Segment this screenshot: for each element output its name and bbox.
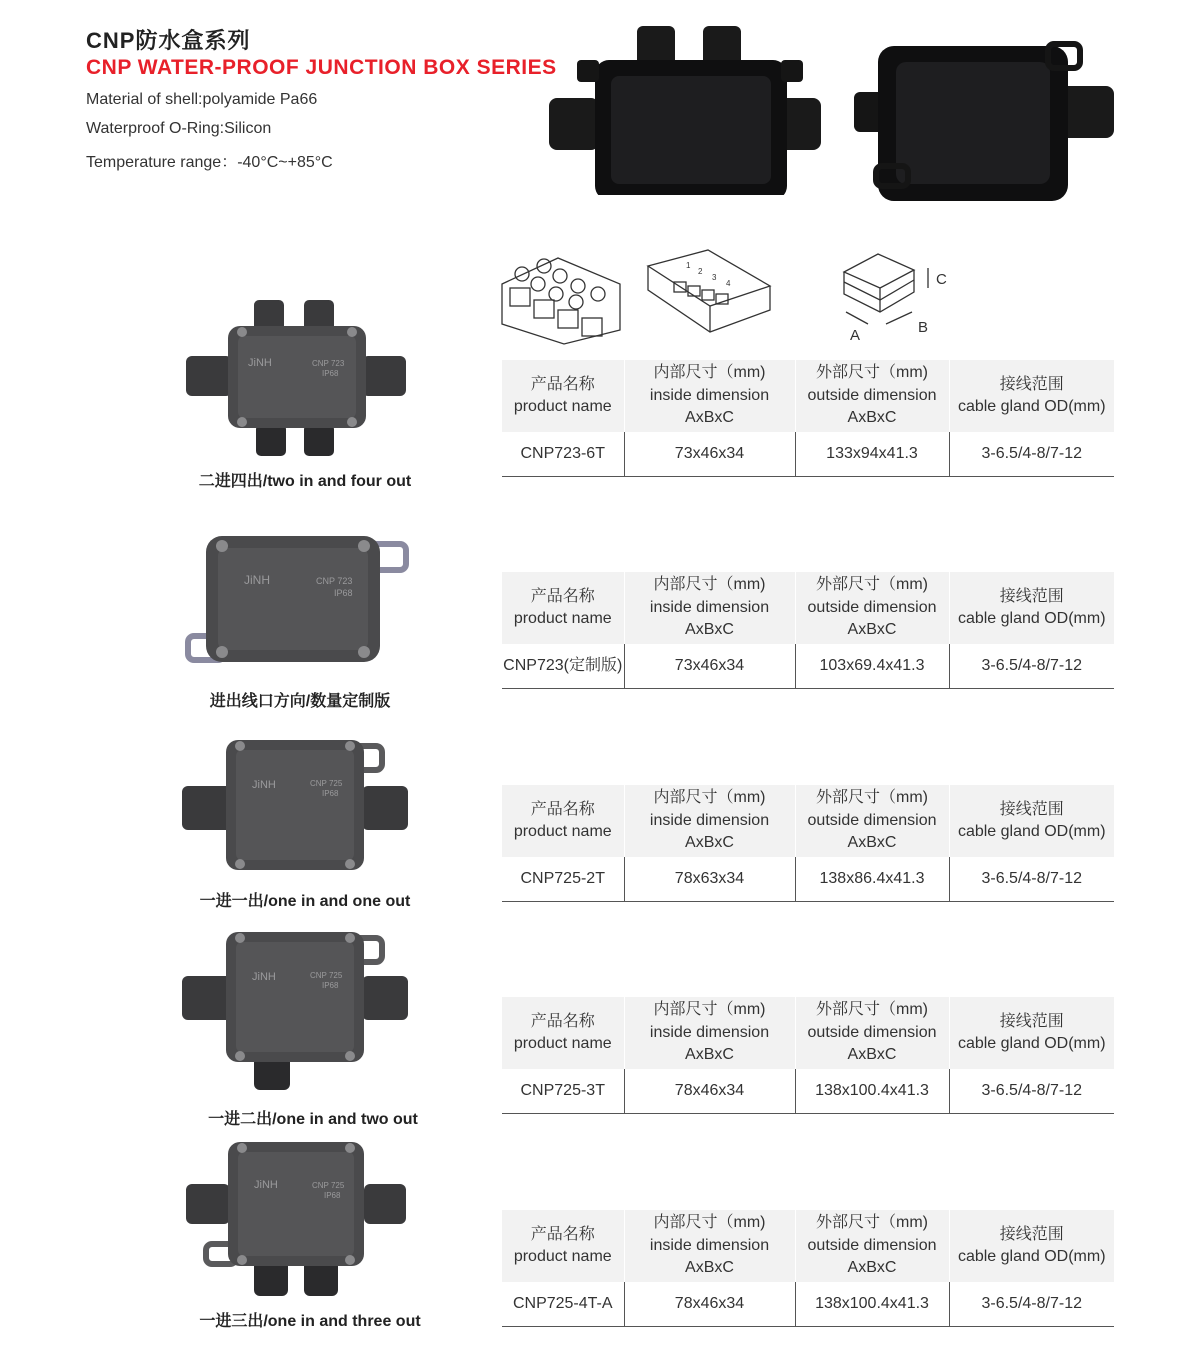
box-model-label: CNP 725 <box>312 1181 345 1190</box>
header-inside-dimension: 内部尺寸（mm) inside dimension AxBxC <box>624 997 795 1069</box>
spec-table-cnp723-6t <box>502 360 1114 477</box>
cell-outside-dimension: 138x86.4x41.3 <box>795 857 949 902</box>
terminal-label-3: 3 <box>712 273 717 282</box>
cell-product-name: CNP725-2T <box>502 857 624 902</box>
dim-b-label: B <box>918 319 929 336</box>
header-cable-gland: 接线范围 cable gland OD(mm) <box>949 785 1114 857</box>
box-model-label: CNP 723 <box>312 359 345 368</box>
cell-product-name: CNP725-3T <box>502 1069 624 1114</box>
table-row <box>502 644 1114 689</box>
cell-inside-dimension: 73x46x34 <box>624 432 795 477</box>
dimension-box-diagram <box>838 248 958 346</box>
page-title-en: CNP WATER-PROOF JUNCTION BOX SERIES <box>86 56 557 79</box>
spec-material: Material of shell:polyamide Pa66 <box>86 91 318 108</box>
table-header-row <box>502 572 1114 644</box>
terminal-label-1: 1 <box>686 261 691 270</box>
box-brand-label: JiNH <box>254 1179 278 1191</box>
box-ip-label: IP68 <box>334 588 353 598</box>
product-caption: 进出线口方向/数量定制版 <box>209 693 391 710</box>
header-outside-dimension: 外部尺寸（mm) outside dimension AxBxC <box>795 572 949 644</box>
cell-cable-gland: 3-6.5/4-8/7-12 <box>949 1282 1114 1327</box>
box-model-label: CNP 725 <box>310 779 343 788</box>
cell-inside-dimension: 78x46x34 <box>624 1069 795 1114</box>
header-inside-dimension: 内部尺寸（mm) inside dimension AxBxC <box>624 572 795 644</box>
product-image-cnp725-3t <box>180 928 410 1094</box>
table-header-row <box>502 360 1114 432</box>
cell-inside-dimension: 73x46x34 <box>624 644 795 689</box>
box-ip-label: IP68 <box>324 1191 341 1200</box>
cell-cable-gland: 3-6.5/4-8/7-12 <box>949 644 1114 689</box>
spec-table-cnp723-custom <box>502 572 1114 689</box>
box-brand-label: JiNH <box>248 357 272 369</box>
header-cable-gland: 接线范围 cable gland OD(mm) <box>949 360 1114 432</box>
header-inside-dimension: 内部尺寸（mm) inside dimension AxBxC <box>624 785 795 857</box>
header-outside-dimension: 外部尺寸（mm) outside dimension AxBxC <box>795 360 949 432</box>
dim-a-label: A <box>850 327 861 344</box>
box-ip-label: IP68 <box>322 981 339 990</box>
hero-junction-box-two-glands <box>848 40 1118 205</box>
spec-temperature: Temperature range：-40°C~+85°C <box>86 154 333 171</box>
header-product-name: 产品名称 product name <box>502 1210 624 1282</box>
terminal-block-diagram <box>498 244 624 348</box>
box-brand-label: JiNH <box>244 573 270 587</box>
cell-inside-dimension: 78x46x34 <box>624 1282 795 1327</box>
table-row <box>502 1069 1114 1114</box>
spec-table-cnp725-2t <box>502 785 1114 902</box>
page-title-cn: CNP防水盒系列 <box>86 28 251 53</box>
header-product-name: 产品名称 product name <box>502 360 624 432</box>
box-brand-label: JiNH <box>252 779 276 791</box>
cell-inside-dimension: 78x63x34 <box>624 857 795 902</box>
table-header-row <box>502 997 1114 1069</box>
product-image-cnp725-2t <box>180 736 410 876</box>
header-cable-gland: 接线范围 cable gland OD(mm) <box>949 572 1114 644</box>
box-ip-label: IP68 <box>322 789 339 798</box>
header-outside-dimension: 外部尺寸（mm) outside dimension AxBxC <box>795 785 949 857</box>
cell-cable-gland: 3-6.5/4-8/7-12 <box>949 857 1114 902</box>
cell-outside-dimension: 138x100.4x41.3 <box>795 1282 949 1327</box>
product-caption: 一进三出/one in and three out <box>199 1313 421 1330</box>
table-header-row <box>502 1210 1114 1282</box>
hero-junction-box-four-glands <box>545 20 825 195</box>
terminal-label-4: 4 <box>726 279 731 288</box>
header-cable-gland: 接线范围 cable gland OD(mm) <box>949 997 1114 1069</box>
cell-outside-dimension: 103x69.4x41.3 <box>795 644 949 689</box>
product-caption: 一进一出/one in and one out <box>199 893 411 910</box>
product-caption: 二进四出/two in and four out <box>198 473 412 490</box>
spec-oring: Waterproof O-Ring:Silicon <box>86 120 272 137</box>
header-product-name: 产品名称 product name <box>502 572 624 644</box>
cell-outside-dimension: 138x100.4x41.3 <box>795 1069 949 1114</box>
box-model-label: CNP 725 <box>310 971 343 980</box>
product-caption: 一进二出/one in and two out <box>208 1111 418 1128</box>
spec-table-cnp725-4t-a <box>502 1210 1114 1327</box>
spec-table-cnp725-3t <box>502 997 1114 1114</box>
cell-cable-gland: 3-6.5/4-8/7-12 <box>949 1069 1114 1114</box>
table-row <box>502 432 1114 477</box>
box-brand-label: JiNH <box>252 971 276 983</box>
terminal-label-2: 2 <box>698 267 703 276</box>
header-outside-dimension: 外部尺寸（mm) outside dimension AxBxC <box>795 997 949 1069</box>
header-outside-dimension: 外部尺寸（mm) outside dimension AxBxC <box>795 1210 949 1282</box>
table-row <box>502 1282 1114 1327</box>
dim-c-label: C <box>936 271 947 288</box>
box-ip-label: IP68 <box>322 369 339 378</box>
cell-product-name: CNP725-4T-A <box>502 1282 624 1327</box>
product-image-cnp723-custom <box>184 532 414 668</box>
header-product-name: 产品名称 product name <box>502 997 624 1069</box>
cell-outside-dimension: 133x94x41.3 <box>795 432 949 477</box>
product-image-cnp723-6t <box>184 298 410 460</box>
header-inside-dimension: 内部尺寸（mm) inside dimension AxBxC <box>624 360 795 432</box>
cell-product-name: CNP723-6T <box>502 432 624 477</box>
header-inside-dimension: 内部尺寸（mm) inside dimension AxBxC <box>624 1210 795 1282</box>
table-header-row <box>502 785 1114 857</box>
cell-product-name: CNP723(定制版) <box>502 644 624 689</box>
connector-strip-diagram <box>640 246 774 342</box>
product-image-cnp725-4t-a <box>184 1140 410 1300</box>
cell-cable-gland: 3-6.5/4-8/7-12 <box>949 432 1114 477</box>
header-product-name: 产品名称 product name <box>502 785 624 857</box>
table-row <box>502 857 1114 902</box>
box-model-label: CNP 723 <box>316 576 353 586</box>
header-cable-gland: 接线范围 cable gland OD(mm) <box>949 1210 1114 1282</box>
